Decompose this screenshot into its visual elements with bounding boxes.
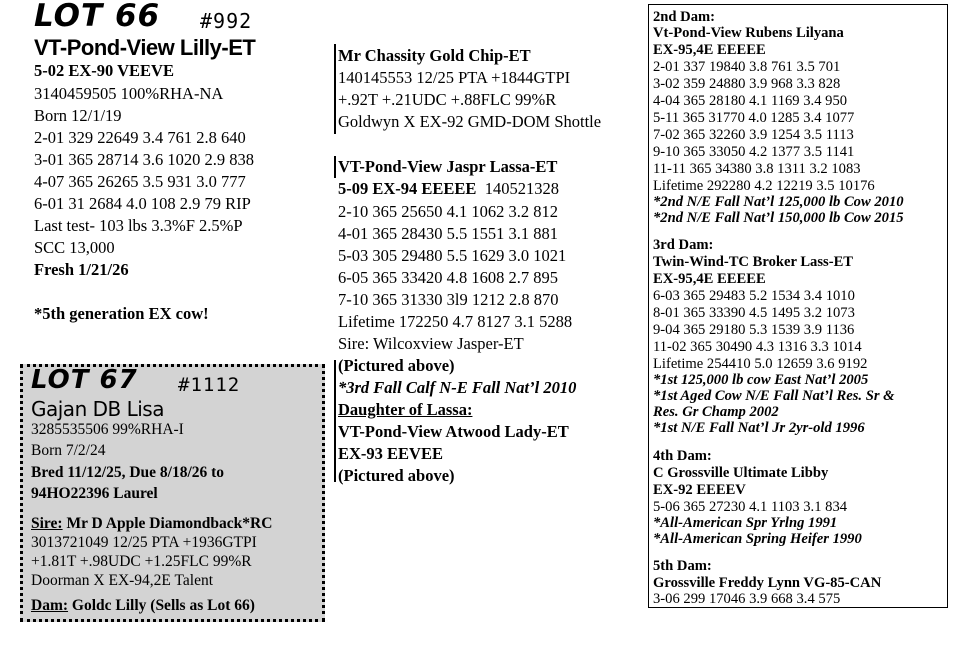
dam-sire: Sire: Wilcoxview Jasper-ET <box>338 334 524 353</box>
dam5-record-row: 3-06 299 17046 3.9 668 3.4 575 <box>653 591 841 607</box>
dam4-heading: 4th Dam: <box>653 448 712 464</box>
dam4-award: *All-American Spring Heifer 1990 <box>653 531 862 547</box>
lot66-record-row: 4-07 365 26265 3.5 931 3.0 777 <box>34 172 246 191</box>
award-bracket-line <box>334 360 336 482</box>
lot67-dam-name: Goldc Lilly (Sells as Lot 66) <box>68 597 255 614</box>
lot67-box <box>20 364 325 622</box>
dam-name: VT-Pond-View Jaspr Lassa-ET <box>338 157 558 176</box>
sire-name: Mr Chassity Gold Chip-ET <box>338 46 531 65</box>
lot67-bred-info: Bred 11/12/25, Due 8/18/26 to <box>31 464 225 481</box>
lot66-classification: 5-02 EX-90 VEEVE <box>34 61 174 80</box>
dam5-name: Grossville Freddy Lynn VG-85-CAN <box>653 575 882 591</box>
lot66-note: *5th generation EX cow! <box>34 304 209 323</box>
dam2-record-row: 3-02 359 24880 3.9 968 3.3 828 <box>653 76 841 92</box>
lot66-last-test: Last test- 103 lbs 3.3%F 2.5%P <box>34 216 243 235</box>
lot67-sire-line <box>31 515 272 533</box>
dam4-name: C Grossville Ultimate Libby <box>653 465 829 481</box>
dam-record-row: 2-10 365 25650 4.1 1062 3.2 812 <box>338 202 558 221</box>
dam3-classification: EX-95,4E EEEEE <box>653 271 766 287</box>
dam-pictured-note: (Pictured above) <box>338 356 455 375</box>
dam3-record-row: 6-03 365 29483 5.2 1534 3.4 1010 <box>653 288 855 304</box>
dam-record-row: 6-05 365 33420 4.8 1608 2.7 895 <box>338 268 558 287</box>
dam4-record-row: 5-06 365 27230 4.1 1103 3.1 834 <box>653 499 848 515</box>
sire-pta: 140145553 12/25 PTA +1844GTPI <box>338 68 571 87</box>
dam-registration: 140521328 <box>484 179 559 198</box>
dam3-record-row: 11-02 365 30490 4.3 1316 3.3 1014 <box>653 339 862 355</box>
sire-bracket-line <box>334 44 336 134</box>
lot66-record-row: 2-01 329 22649 3.4 761 2.8 640 <box>34 128 246 147</box>
lot67-bred-sire: 94HO22396 Laurel <box>31 485 158 502</box>
dam3-heading: 3rd Dam: <box>653 237 714 253</box>
dam3-award: *1st Aged Cow N/E Fall Nat’l Res. Sr & <box>653 388 895 404</box>
lot66-cow-name: VT-Pond-View Lilly-ET <box>34 35 256 60</box>
daughter-name: VT-Pond-View Atwood Lady-ET <box>338 422 569 441</box>
daughter-heading: Daughter of Lassa: <box>338 400 473 419</box>
lot67-dam-label: Dam: <box>31 597 69 614</box>
sire-pedigree: Goldwyn X EX-92 GMD-DOM Shottle <box>338 112 602 131</box>
lot66-number: #992 <box>200 9 253 33</box>
dam2-award: *2nd N/E Fall Nat’l 150,000 lb Cow 2015 <box>653 210 904 226</box>
dam-award: *3rd Fall Calf N-E Fall Nat’l 2010 <box>338 378 577 397</box>
dam4-classification: EX-92 EEEEV <box>653 482 746 498</box>
lot67-cow-name: Gajan DB Lisa <box>31 397 164 421</box>
dam2-heading: 2nd Dam: <box>653 9 716 25</box>
pedigree-box <box>648 4 948 608</box>
lot67-registration: 3285535506 99%RHA-I <box>31 421 184 438</box>
daughter-classification: EX-93 EEVEE <box>338 444 443 463</box>
lot67-sire-traits: +1.81T +.98UDC +1.25FLC 99%R <box>31 553 252 570</box>
dam2-record-row: 7-02 365 32260 3.9 1254 3.5 1113 <box>653 127 854 143</box>
dam-bracket-line <box>334 156 336 178</box>
dam-class-line <box>338 179 559 199</box>
dam3-award: *1st N/E Fall Nat’l Jr 2yr-old 1996 <box>653 420 865 436</box>
lot67-sire-pedigree: Doorman X EX-94,2E Talent <box>31 572 214 589</box>
lot67-born: Born 7/2/24 <box>31 442 106 459</box>
dam3-record-row: 9-04 365 29180 5.3 1539 3.9 1136 <box>653 322 855 338</box>
lot66-label: LOT 66 <box>34 0 161 34</box>
dam2-award: *2nd N/E Fall Nat’l 125,000 lb Cow 2010 <box>653 194 904 210</box>
lot66-registration: 3140459505 100%RHA-NA <box>34 84 224 103</box>
dam-record-row: 4-01 365 28430 5.5 1551 3.1 881 <box>338 224 558 243</box>
lot66-record-row: 6-01 31 2684 4.0 108 2.9 79 RIP <box>34 194 251 213</box>
dam3-name: Twin-Wind-TC Broker Lass-ET <box>653 254 854 270</box>
lot66-fresh-date: Fresh 1/21/26 <box>34 260 129 279</box>
lot67-number: #1112 <box>178 374 241 396</box>
dam3-record-row: 8-01 365 33390 4.5 1495 3.2 1073 <box>653 305 855 321</box>
dam5-heading: 5th Dam: <box>653 558 712 574</box>
lot66-scc: SCC 13,000 <box>34 238 115 257</box>
dam-lifetime: Lifetime 172250 4.7 8127 3.1 5288 <box>338 312 573 331</box>
dam2-record-row: 9-10 365 33050 4.2 1377 3.5 1141 <box>653 144 855 160</box>
sire-traits: +.92T +.21UDC +.88FLC 99%R <box>338 90 557 109</box>
lot67-sire-name: Mr D Apple Diamondback*RC <box>62 515 273 532</box>
dam4-award: *All-American Spr Yrlng 1991 <box>653 515 838 531</box>
lot67-dam-line <box>31 597 255 615</box>
lot67-sire-pta: 3013721049 12/25 PTA +1936GTPI <box>31 534 257 551</box>
dam2-lifetime: Lifetime 292280 4.2 12219 3.5 10176 <box>653 178 875 194</box>
daughter-pictured-note: (Pictured above) <box>338 466 455 485</box>
lot67-sire-label: Sire: <box>31 515 63 532</box>
lot66-record-row: 3-01 365 28714 3.6 1020 2.9 838 <box>34 150 254 169</box>
dam2-record-row: 5-11 365 31770 4.0 1285 3.4 1077 <box>653 110 855 126</box>
dam2-record-row: 11-11 365 34380 3.8 1311 3.2 1083 <box>653 161 861 177</box>
dam2-record-row: 4-04 365 28180 4.1 1169 3.4 950 <box>653 93 848 109</box>
dam-classification: 5-09 EX-94 EEEEE <box>338 179 477 198</box>
dam3-award: Res. Gr Champ 2002 <box>653 404 779 420</box>
dam3-award: *1st 125,000 lb cow East Nat’l 2005 <box>653 372 869 388</box>
lot67-label: LOT 67 <box>31 365 138 395</box>
lot66-born: Born 12/1/19 <box>34 106 122 125</box>
dam-record-row: 7-10 365 31330 3l9 1212 2.8 870 <box>338 290 559 309</box>
dam2-classification: EX-95,4E EEEEE <box>653 42 766 58</box>
dam3-lifetime: Lifetime 254410 5.0 12659 3.6 9192 <box>653 356 868 372</box>
dam2-record-row: 2-01 337 19840 3.8 761 3.5 701 <box>653 59 841 75</box>
dam-record-row: 5-03 305 29480 5.5 1629 3.0 1021 <box>338 246 567 265</box>
dam2-name: Vt-Pond-View Rubens Lilyana <box>653 25 844 41</box>
